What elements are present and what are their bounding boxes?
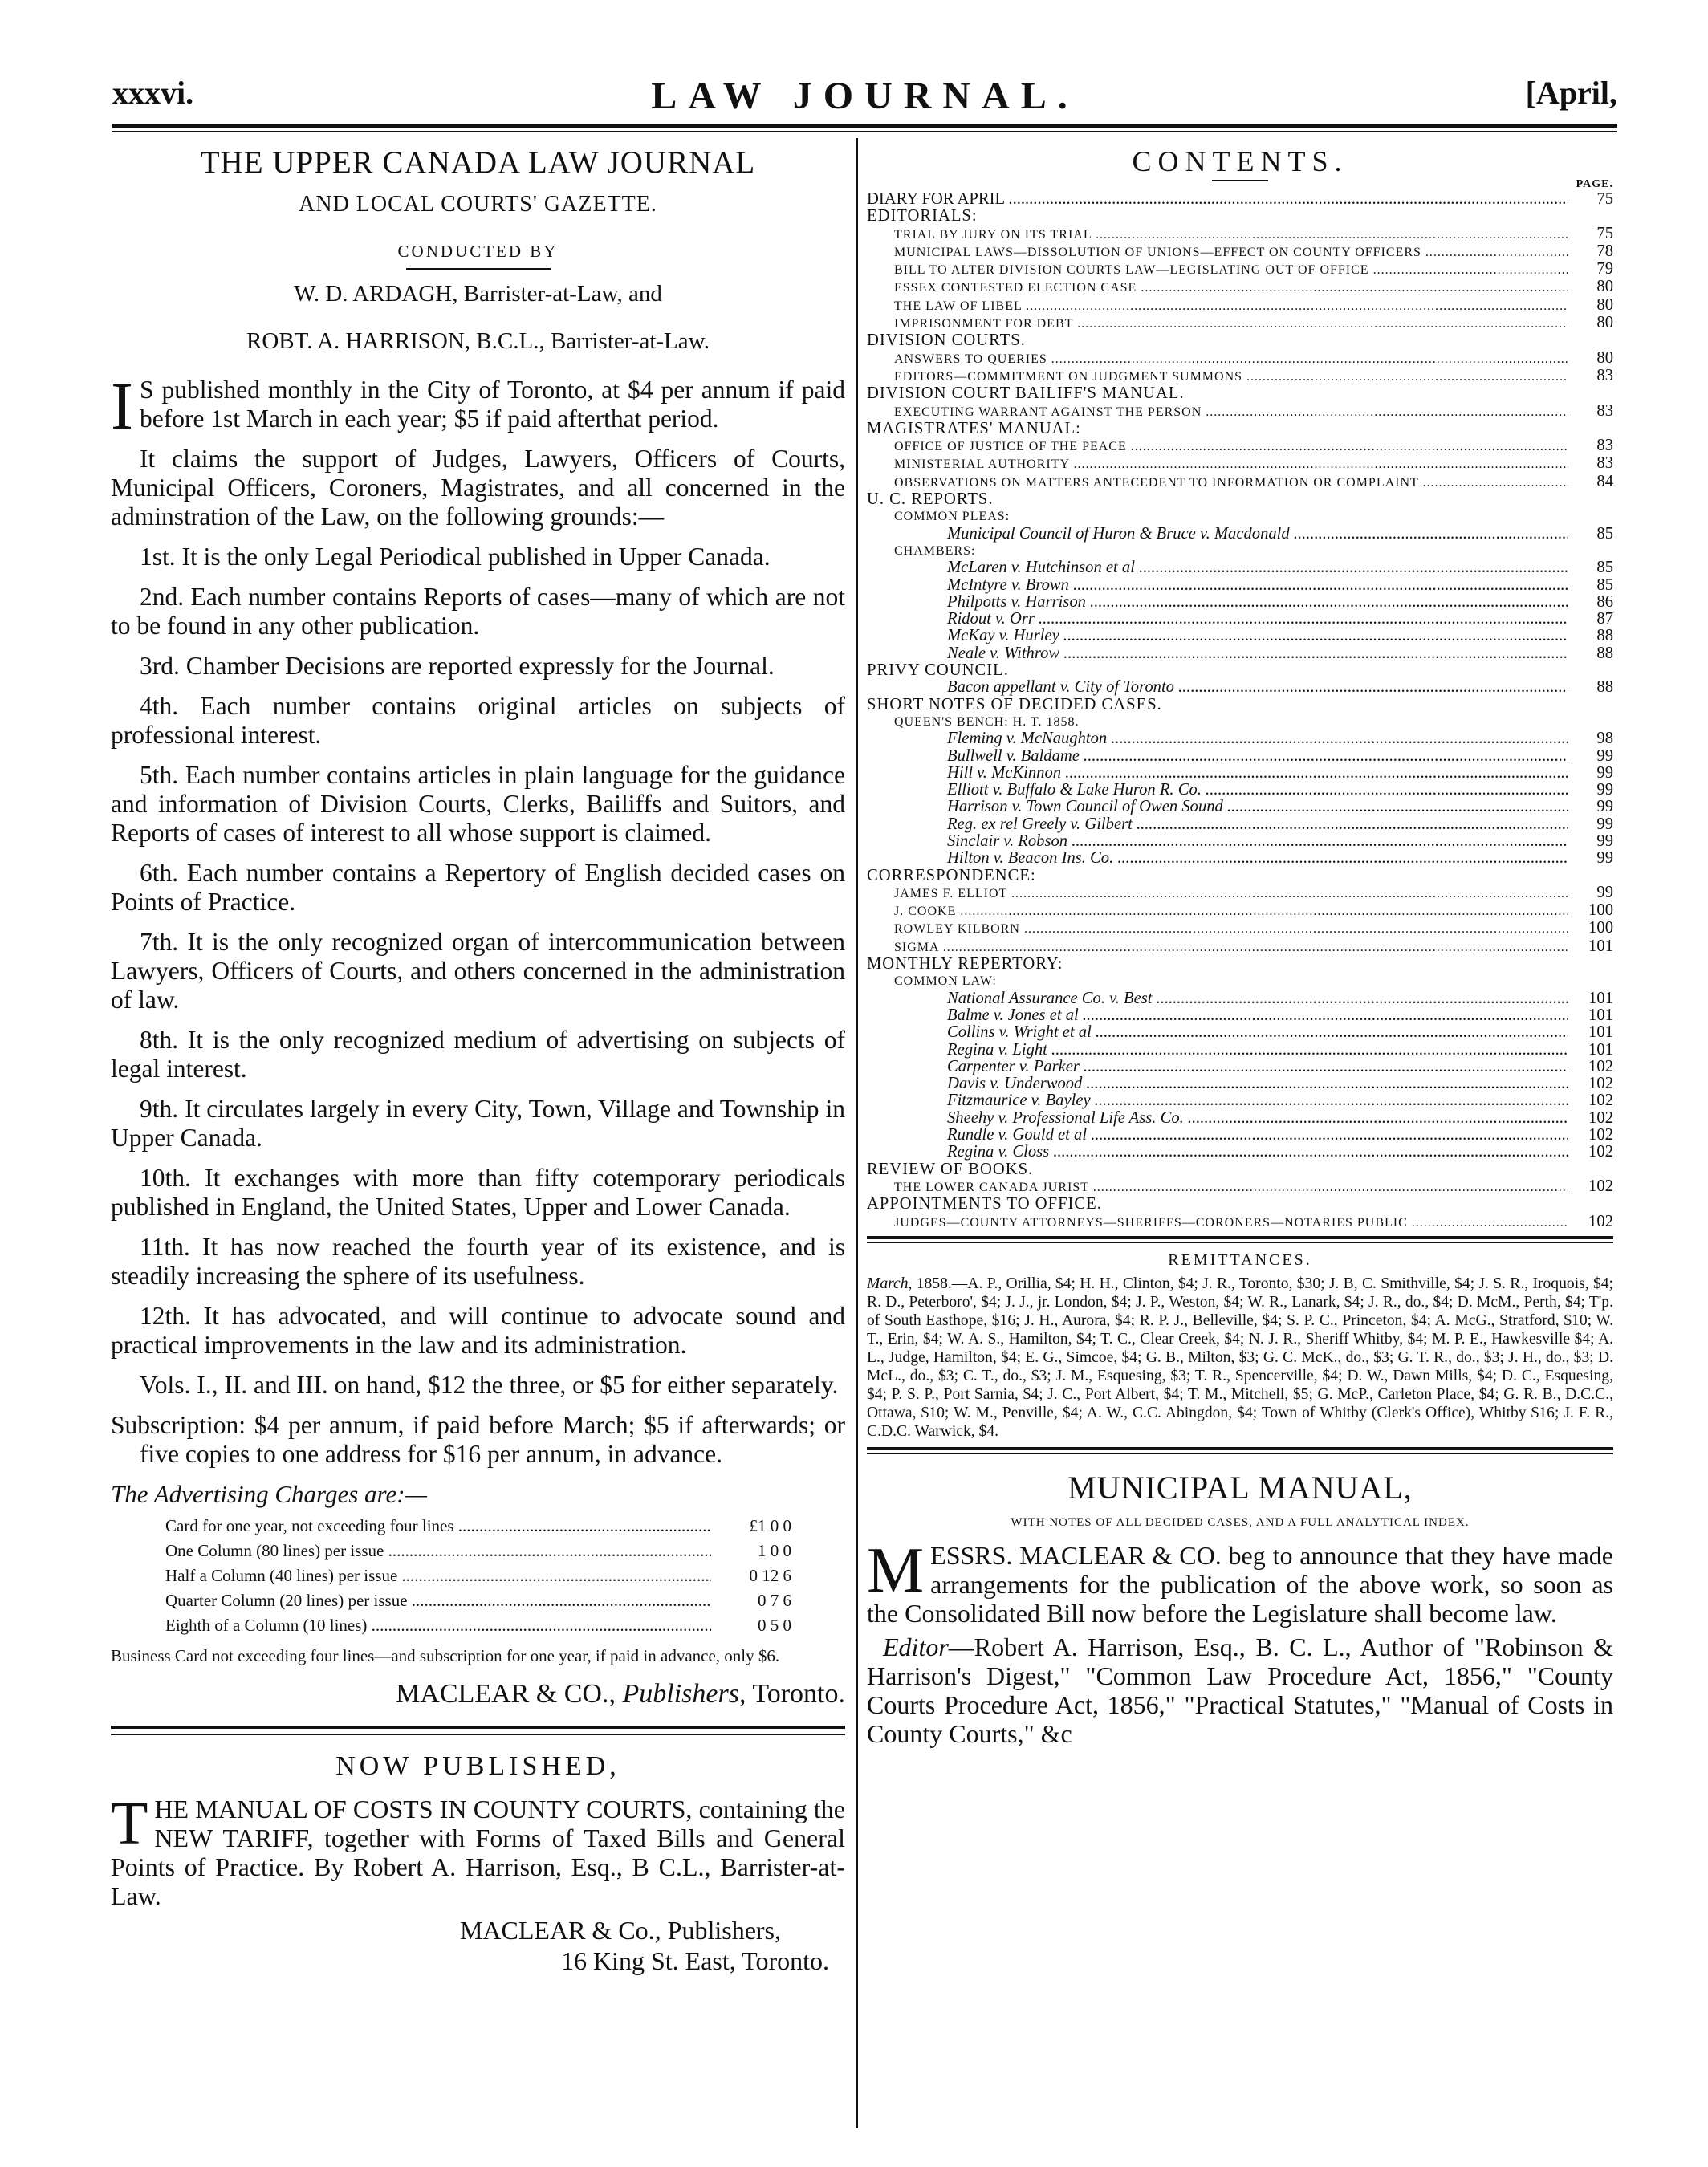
contents-entry-page: 88 [1596,644,1613,662]
contents-entry [867,645,1613,662]
contents-entry-title: Ridout v. Orr ..... [867,611,1568,628]
contents-entry [867,850,1613,867]
ground-item: 2nd. Each number contains Reports of cases—many of which are not to be found in any other publication. [111,583,845,640]
rate-label: Half a Column (40 lines) per issue ..... [165,1563,711,1588]
rate-label: Quarter Column (20 lines) per issue ..... [165,1588,711,1613]
intro-paragraph [111,369,845,444]
contents-section-heading: CORRESPONDENCE: [867,866,1036,884]
ground-item: 12th. It has advocated, and will continue to advocate sound and practical improvements in the law and its administration. [111,1302,845,1359]
contents-entry [867,1214,1613,1231]
contents-entry-page: 87 [1596,610,1613,628]
contents-entry [867,526,1613,543]
manual-of-costs-ad [111,1790,845,1910]
contents-entry [867,1127,1613,1144]
rate-value: 1 0 0 [758,1541,791,1560]
contents-entry-page: 101 [1588,1023,1613,1042]
contents-entry [867,1178,1613,1196]
rate-value: 0 7 6 [758,1591,791,1610]
volumes-paragraph: Vols. I., II. and III. on hand, $12 the three, or $5 for either separately. [140,1371,839,1399]
contents-entry-page: 102 [1588,1177,1613,1195]
header-rule-thin [112,131,1617,132]
section-rule-thin [111,1734,845,1735]
contents-entry-title: EXECUTING WARRANT AGAINST THE PERSON ..... [867,404,1568,421]
municipal-dropcap: M [867,1535,925,1606]
contents-entry [867,730,1613,747]
contents-entry-title: BILL TO ALTER DIVISION COURTS LAW—LEGISLATING OUT OF OFFICE ..... [867,262,1568,278]
manual-publisher-address: 16 King St. East, Toronto. [560,1946,829,1975]
contents-entry-title: THE LOWER CANADA JURIST ..... [867,1179,1568,1196]
contents-entry [867,368,1613,385]
contents-entry-page: 85 [1596,575,1613,594]
contents-entry-page: 101 [1588,1040,1613,1059]
contents-entry-title: Sheehy v. Professional Life Ass. Co. ..... [867,1110,1568,1127]
contents-entry [867,833,1613,850]
contents-entry-title: McIntyre v. Brown ..... [867,577,1568,594]
contents-entry-title: Regina v. Light ..... [867,1042,1568,1059]
contents-entry-title: Bacon appellant v. City of Toronto ..... [867,679,1568,696]
contents-entry [867,799,1613,815]
contents-entry-title: Reg. ex rel Greely v. Gilbert ..... [867,816,1568,833]
page-number: xxxvi. [112,75,194,111]
municipal-manual-heading: MUNICIPAL MANUAL, [1068,1469,1413,1506]
contents-entry-page: 99 [1596,798,1613,816]
contents-entry-page: 99 [1596,763,1613,782]
contents-entry [867,611,1613,628]
contents-entry-page: 83 [1596,401,1613,420]
rate-value: 0 5 0 [758,1616,791,1635]
contents-entry-page: 80 [1596,314,1613,332]
contents-entry-page: 83 [1596,454,1613,473]
contents-entry-page: 102 [1588,1057,1613,1075]
rate-row [165,1588,791,1613]
header-rule-thick [112,124,1617,128]
contents-entry-title: OFFICE OF JUSTICE OF THE PEACE ..... [867,438,1568,455]
rate-value: £1 0 0 [749,1516,791,1535]
editor-label: Editor [883,1632,949,1661]
remittances-heading: REMITTANCES. [1168,1250,1312,1269]
contents-entry [867,278,1613,296]
contents-entry-page: 83 [1596,366,1613,384]
ground-item: 10th. It exchanges with more than fifty cotemporary periodicals published in England, the United States, Upper and Lower Canada. [111,1164,845,1221]
contents-entry [867,315,1613,332]
contents-section-heading: REVIEW OF BOOKS. [867,1160,1034,1178]
contents-entry-page: 100 [1588,901,1613,920]
contents-entry [867,990,1613,1007]
contents-entry-title: Regina v. Closs ..... [867,1144,1568,1161]
ground-item: 6th. Each number contains a Repertory of English decided cases on Points of Practice. [111,859,845,916]
contents-entry-title: IMPRISONMENT FOR DEBT ..... [867,315,1568,332]
municipal-manual-subheading: WITH NOTES OF ALL DECIDED CASES, AND A FULL ANALYTICAL INDEX. [1011,1515,1470,1529]
editor-harrison: ROBT. A. HARRISON, B.C.L., Barrister-at-Law. [246,328,710,354]
contents-entry-title: Fleming v. McNaughton ..... [867,730,1568,747]
contents-entry-title: TRIAL BY JURY ON ITS TRIAL ..... [867,226,1568,243]
contents-entry-page: 78 [1596,242,1613,260]
municipal-editor-note [867,1632,1613,1748]
contents-entry [867,1024,1613,1041]
contents-entry-title: Fitzmaurice v. Bayley ..... [867,1092,1568,1109]
contents-entry-page: 99 [1596,781,1613,799]
journal-subtitle: AND LOCAL COURTS' GAZETTE. [299,192,657,217]
contents-entry-title: Balme v. Jones et al ..... [867,1007,1568,1024]
contents-entry-title: Davis v. Underwood ..... [867,1075,1568,1092]
contents-entry [867,628,1613,644]
contents-entry-title: MINISTERIAL AUTHORITY ..... [867,456,1568,473]
advertising-heading: The Advertising Charges are:— [111,1480,428,1508]
publisher-line [111,1679,845,1710]
contents-entry [867,261,1613,278]
right-column [867,144,1613,1748]
contents-entry-title: ANSWERS TO QUERIES ..... [867,351,1568,368]
contents-entry-page: 85 [1596,559,1613,577]
contents-entry-page: 99 [1596,831,1613,850]
contents-entry [867,350,1613,368]
ground-item: 9th. It circulates largely in every City, Town, Village and Township in Upper Canada. [111,1095,845,1152]
contents-section-heading: QUEEN'S BENCH: H. T. 1858. [894,714,1080,729]
contents-entry-title: ESSEX CONTESTED ELECTION CASE ..... [867,279,1568,296]
contents-entry [867,226,1613,243]
contents-entry-title: McLaren v. Hutchinson et al ..... [867,559,1568,576]
business-card-note: Business Card not exceeding four lines—and subscription for one year, if paid in advance, only $6. [111,1646,780,1665]
contents-entry [867,437,1613,455]
contents-entry-title: J. COOKE ..... [867,903,1568,920]
contents-entry-page: 80 [1596,278,1613,296]
contents-entry-title: Elliott v. Buffalo & Lake Huron R. Co. ..... [867,782,1568,799]
ground-item: 8th. It is the only recognized medium of advertising on subjects of legal interest. [111,1026,845,1083]
subscription-paragraph: Subscription: $4 per annum, if paid before March; $5 if afterwards; or five copies to one address for $16 per annum, in advance. [111,1411,845,1468]
column-divider [856,138,858,2128]
municipal-text: ESSRS. MACLEAR & CO. beg to announce that they have made arrangements for the publication of the above work, so soon as the Consolidated Bill now before the Legislature shall become law. [867,1540,1613,1628]
conducted-by: CONDUCTED BY [397,242,559,261]
conducted-rule [406,268,551,270]
manual-publisher-name: MACLEAR & Co., Publishers, [459,1916,781,1945]
contents-entry-page: 75 [1596,190,1613,208]
contents-entry [867,884,1613,902]
contents-entry [867,191,1613,208]
intro-dropcap: I [111,369,133,444]
contents-end-rule [867,1236,1613,1239]
contents-entry-page: 99 [1596,849,1613,868]
ground-item: 3rd. Chamber Decisions are reported expressly for the Journal. [140,652,775,680]
contents-entry-page: 102 [1588,1126,1613,1144]
rate-label: Eighth of a Column (10 lines) ..... [165,1613,711,1638]
contents-section-heading: MONTHLY REPERTORY: [867,955,1063,974]
contents-entry [867,902,1613,920]
claims-paragraph: It claims the support of Judges, Lawyers, Officers of Courts, Municipal Officers, Coroners, Magistrates, and all concerned in the adminstration of the Law, on the following grounds:— [111,445,845,531]
contents-section-heading: EDITORIALS: [867,207,978,226]
contents-entry [867,577,1613,594]
remittances-list: 1858.—A. P., Orillia, $4; H. H., Clinton, $4; J. R., Toronto, $30; J. B, C. Smithville, $4; J. S. R., Iroquois, $4; R. D., Peterboro', $4; J. J., jr. London, $4; J. P., Weston, $4; W. R., Lanark, $4; J. R., do., $4; D. McM., Perth, $4; T'p. of South Easthope, $16; J. H., Aurora, $4; R. P. J., Belleville, $4; S. P. C., Princeton, $4; A. McG., Stratford, $10; W. T., Erin, $4; W. A. S., Hamilton, $4; T. C., Clear Creek, $4; N. J. R., Sheriff Whitby, $4; M. P. E., Hawkesville $4; A. L., Judge, Hamilton, $4; E. G., Simcoe, $4; G. B., Milton, $3; G. C. McK., do., $3; G. T. R., do., $3; J. H., do., $3; D. McL., do., $3; C. T., do., $3; J. M., Esquesing, $3; T. R., Spencerville, $4; D. W., Dawn Mills, $4; D. C., Esquesing, $4; P. S. P., Port Sarnia, $4; J. C., Port Albert, $4; T. M., Mitchell, $5; G. McP., Carleton Place, $4; G. R. B., D.C.C., Ottawa, $10; W. M., Penville, $4; A. W., C.C. Abingdon, $4; Town of Whitby (Clerk's Office), Whitby $16; J. F. R., C.D.C. Warwick, $4. [867,1275,1613,1440]
rate-label: One Column (80 lines) per issue ..... [165,1539,711,1563]
running-head [112,74,1617,122]
editor-ardagh: W. D. ARDAGH, Barrister-at-Law, and [294,281,662,307]
contents-entry-title: JAMES F. ELLIOT ..... [867,885,1568,902]
contents-section-heading: PRIVY COUNCIL. [867,661,1009,680]
contents-entry-title: Rundle v. Gould et al ..... [867,1127,1568,1144]
manual-text: HE MANUAL OF COSTS IN COUNTY COURTS, containing the NEW TARIFF, together with Forms of Taxed Bills and General Points of Practice. By Robert A. Harrison, Esq., B C.L., Barrister-at-Law. [111,1795,845,1910]
contents-section-heading: COMMON PLEAS: [894,510,1011,524]
contents-entry-page: 102 [1588,1143,1613,1161]
contents-section-heading: CHAMBERS: [894,543,976,558]
contents-entry-title: Municipal Council of Huron & Bruce v. Macdonald ..... [867,526,1568,543]
rate-row [165,1539,791,1563]
contents-heading: CONTENTS. [1132,145,1348,177]
contents-entry-title: National Assurance Co. v. Best ..... [867,990,1568,1007]
contents-entry-page: 99 [1596,815,1613,833]
contents-section-heading: DIVISION COURTS. [867,331,1026,350]
contents-entry [867,1059,1613,1075]
contents-entry [867,474,1613,491]
section-rule [111,1726,845,1729]
contents-entry-title: ROWLEY KILBORN ..... [867,921,1568,937]
contents-section-heading: MAGISTRATES' MANUAL: [867,419,1081,437]
contents-entry [867,1092,1613,1109]
contents-entry-page: 101 [1588,937,1613,955]
left-column [111,144,845,1976]
contents-entry [867,297,1613,315]
contents-entry [867,559,1613,576]
contents-entry-page: 99 [1596,746,1613,765]
ground-item: 7th. It is the only recognized organ of intercommunication between Lawyers, Officers of Courts, and others concerned in the administration of law. [111,928,845,1014]
contents-entry-title: SIGMA ..... [867,939,1568,956]
municipal-manual-announcement [867,1535,1613,1628]
remittances-text [867,1275,1613,1441]
contents-section-heading: COMMON LAW: [894,974,997,989]
table-of-contents [867,191,1613,1231]
intro-text: S published monthly in the City of Toronto, at $4 per annum if paid before 1st March in each year; $5 if paid afterthat period. [139,376,845,433]
editor-credits: —Robert A. Harrison, Esq., B. C. L., Author of "Robinson & Harrison's Digest," "Common Law Procedure Act, 1856," "County Courts Procedure Act, 1856," "Practical Statutes," "Manual of Costs in County Courts," &c [867,1632,1613,1748]
contents-entry [867,938,1613,956]
remittances-end-rule [867,1447,1613,1450]
manual-dropcap: T [111,1790,148,1857]
contents-entry-page: 83 [1596,437,1613,455]
contents-entry-page: 88 [1596,627,1613,645]
grounds-list [111,543,845,1360]
contents-entry-title: THE LAW OF LIBEL ..... [867,298,1568,315]
contents-entry-page: 80 [1596,295,1613,314]
contents-entry [867,748,1613,765]
contents-entry-page: 88 [1596,678,1613,697]
contents-entry-page: 102 [1588,1108,1613,1127]
advertising-rates [111,1514,845,1638]
rate-label: Card for one year, not exceeding four lines ..... [165,1514,711,1539]
contents-entry-title: Hill v. McKinnon ..... [867,765,1568,782]
contents-entry-page: 102 [1588,1212,1613,1230]
contents-entry [867,782,1613,799]
contents-entry [867,679,1613,696]
contents-entry-page: 85 [1596,524,1613,543]
contents-entry-title: Hilton v. Beacon Ins. Co. ..... [867,850,1568,867]
contents-entry-title: Philpotts v. Harrison ..... [867,594,1568,611]
publisher-city: Toronto. [746,1679,845,1709]
contents-entry-title: OBSERVATIONS ON MATTERS ANTECEDENT TO INFORMATION OR COMPLAINT ..... [867,474,1568,491]
contents-entry-page: 100 [1588,919,1613,937]
contents-entry-page: 86 [1596,592,1613,611]
contents-entry [867,1075,1613,1092]
contents-entry-title: Bullwell v. Baldame ..... [867,748,1568,765]
rate-row [165,1514,791,1539]
contents-entry-page: 80 [1596,348,1613,367]
contents-entry [867,243,1613,261]
contents-entry-page: 84 [1596,472,1613,490]
page-column-label: PAGE. [1576,178,1613,190]
contents-entry-title: DIARY FOR APRIL ..... [867,191,1568,208]
contents-section-heading: DIVISION COURT BAILIFF'S MANUAL. [867,384,1185,403]
contents-entry-page: 102 [1588,1092,1613,1110]
contents-entry [867,1110,1613,1127]
contents-entry-page: 102 [1588,1075,1613,1093]
remittances-date: March, [867,1275,913,1292]
contents-entry-title: McKay v. Hurley ..... [867,628,1568,644]
ground-item: 5th. Each number contains articles in plain language for the guidance and information of Division Courts, Clerks, Bailiffs and Suitors, and Reports of cases of interest to all whose support is claimed. [111,761,845,847]
publisher-role: Publishers, [622,1679,746,1709]
issue-month: [April, [1525,75,1617,111]
contents-entry-page: 101 [1588,989,1613,1007]
rate-value: 0 12 6 [749,1566,791,1585]
contents-entry [867,1007,1613,1024]
rate-row [165,1563,791,1588]
contents-section-heading: SHORT NOTES OF DECIDED CASES. [867,695,1162,714]
remittances-end-rule-thin [867,1453,1613,1454]
manual-publisher [111,1915,845,1976]
ground-item: 11th. It has now reached the fourth year of its existence, and is steadily increasing the sphere of its usefulness. [111,1233,845,1290]
contents-entry-title: JUDGES—COUNTY ATTORNEYS—SHERIFFS—CORONERS—NOTARIES PUBLIC ..... [867,1214,1568,1231]
journal-running-title: LAW JOURNAL. [651,75,1079,117]
publisher-name: MACLEAR & CO., [396,1679,623,1709]
contents-entry [867,765,1613,782]
contents-entry-title: Sinclair v. Robson ..... [867,833,1568,850]
contents-entry-title: Collins v. Wright et al ..... [867,1024,1568,1041]
contents-entry-title: Carpenter v. Parker ..... [867,1059,1568,1075]
contents-section-heading: U. C. REPORTS. [867,490,994,509]
contents-entry-title: Harrison v. Town Council of Owen Sound ..... [867,799,1568,815]
contents-entry [867,594,1613,611]
rate-row [165,1613,791,1638]
contents-section-heading: APPOINTMENTS TO OFFICE. [867,1195,1102,1214]
contents-entry-title: MUNICIPAL LAWS—DISSOLUTION OF UNIONS—EFFECT ON COUNTY OFFICERS ..... [867,244,1568,261]
contents-entry-page: 101 [1588,1006,1613,1024]
contents-entry [867,1144,1613,1161]
contents-entry [867,1042,1613,1059]
contents-entry-page: 98 [1596,730,1613,748]
contents-entry [867,403,1613,421]
contents-entry-page: 99 [1596,883,1613,901]
contents-entry-page: 75 [1596,224,1613,242]
contents-entry [867,455,1613,473]
now-published-heading: NOW PUBLISHED, [336,1751,620,1781]
contents-entry-page: 79 [1596,260,1613,278]
contents-entry-title: Neale v. Withrow ..... [867,645,1568,662]
ground-item: 1st. It is the only Legal Periodical published in Upper Canada. [140,543,771,571]
contents-end-rule-thin [867,1242,1613,1243]
contents-entry-title: EDITORS—COMMITMENT ON JUDGMENT SUMMONS ..... [867,368,1568,385]
ground-item: 4th. Each number contains original articles on subjects of professional interest. [111,692,845,749]
journal-title: THE UPPER CANADA LAW JOURNAL [200,145,756,180]
contents-entry [867,816,1613,833]
contents-entry [867,920,1613,937]
